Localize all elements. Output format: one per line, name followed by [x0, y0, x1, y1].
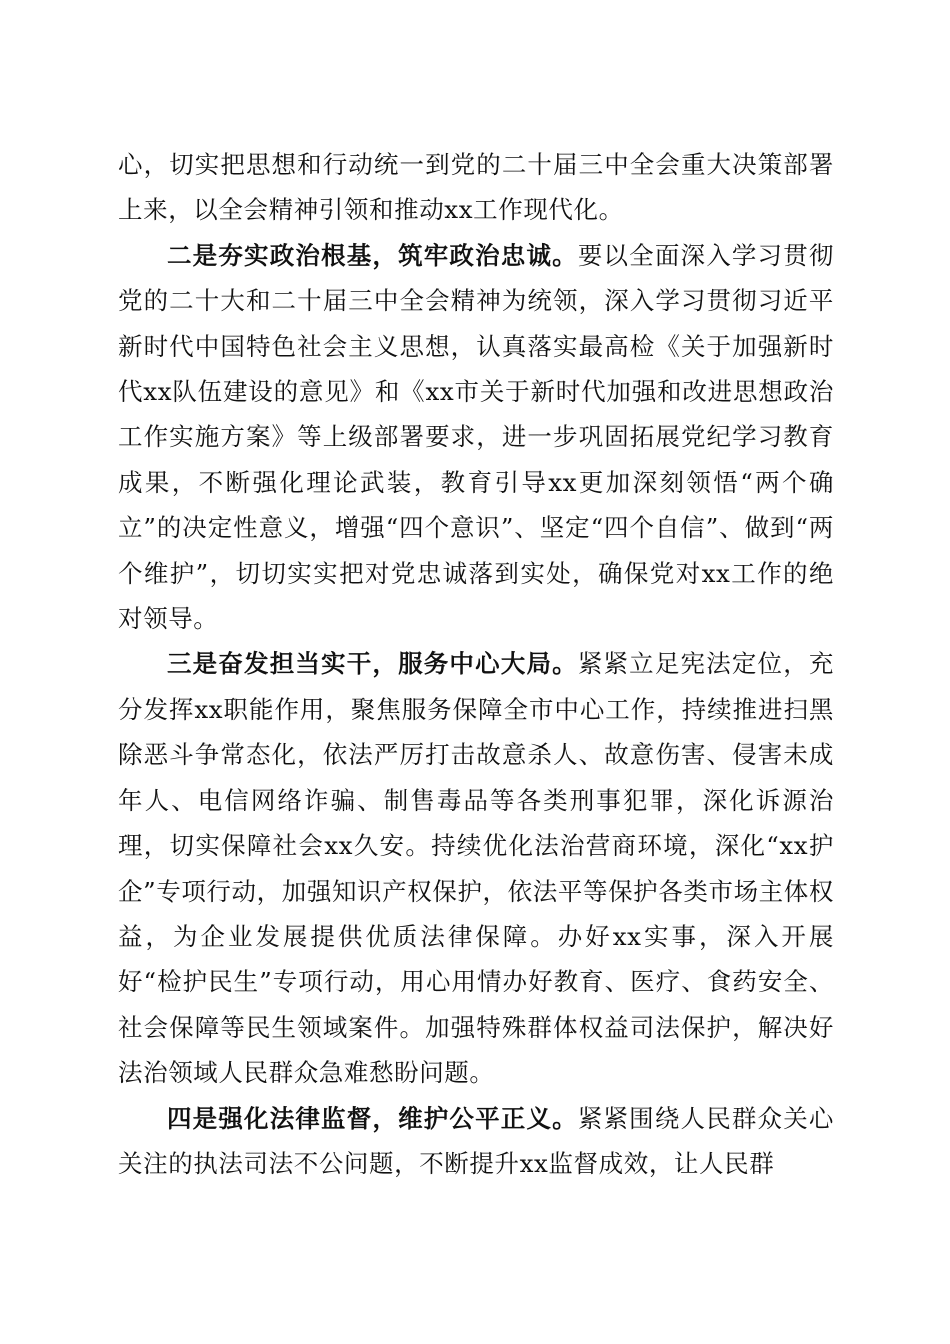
continuation-paragraph: 心，切实把思想和行动统一到党的二十届三中全会重大决策部署上来，以全会精神引领和推动xx工作现代化。: [118, 150, 834, 225]
document-body: [118, 142, 834, 1186]
section-text: 紧紧围绕人民群众关心关注的执法司法不公问题，不断提升xx监督成效，让人民群: [118, 1103, 834, 1178]
section-paragraph-4: [118, 1096, 834, 1187]
section-text: 紧紧立足宪法定位，充分发挥xx职能作用，聚焦服务保障全市中心工作，持续推进扫黑除恶斗争常态化，依法严厉打击故意杀人、故意伤害、侵害未成年人、电信网络诈骗、制售毒品等各类刑事犯罪，深化诉源治理，切实保障社会xx久安。持续优化法治营商环境，深化“xx护企”专项行动，加强知识产权保护，依法平等保护各类市场主体权益，为企业发展提供优质法律保障。办好xx实事，深入开展好“检护民生”专项行动，用心用情办好教育、医疗、食药安全、社会保障等民生领域案件。加强特殊群体权益司法保护，解决好法治领域人民群众急难愁盼问题。: [118, 649, 834, 1088]
section-heading: 二是夯实政治根基，筑牢政治忠诚。: [167, 240, 578, 270]
section-paragraph-3: [118, 641, 834, 1095]
section-heading: 四是强化法律监督，维护公平正义。: [167, 1103, 578, 1133]
section-paragraph-2: [118, 233, 834, 642]
section-heading: 三是奋发担当实干，服务中心大局。: [167, 649, 578, 679]
section-text: 要以全面深入学习贯彻党的二十大和二十届三中全会精神为统领，深入学习贯彻习近平新时代中国特色社会主义思想，认真落实最高检《关于加强新时代xx队伍建设的意见》和《xx市关于新时代加强和改进思想政治工作实施方案》等上级部署要求，进一步巩固拓展党纪学习教育成果，不断强化理论武装，教育引导xx更加深刻领悟“两个确立”的决定性意义，增强“四个意识”、坚定“四个自信”、做到“两个维护”，切切实实把对党忠诚落到实处，确保党对xx工作的绝对领导。: [118, 240, 834, 634]
